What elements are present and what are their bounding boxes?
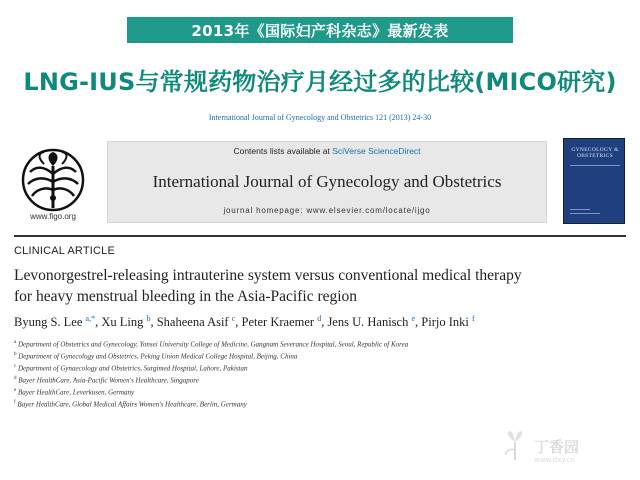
contents-line: [108, 146, 546, 156]
watermark-text: 丁香园: [534, 438, 580, 456]
affiliation-text: Bayer HealthCare, Asia-Pacific Women's Healthcare, Singapore: [18, 376, 199, 385]
author-affiliation-mark[interactable]: f: [471, 314, 475, 323]
affiliation-key: b: [14, 351, 17, 357]
affiliation: [14, 374, 626, 386]
affiliation-text: Department of Gynecology and Obstetrics, Peking Union Medical College Hospital, Beijing, China: [18, 352, 298, 361]
affiliation-key: f: [14, 399, 16, 405]
banner: 2013年《国际妇产科杂志》最新发表: [127, 17, 513, 43]
affiliation-text: Department of Gynaecology and Obstetrics, Surgimed Hospital, Lahore, Pakistan: [17, 364, 248, 373]
affiliation-text: Bayer HealthCare, Global Medical Affairs Women's Healthcare, Berlin, Germany: [17, 399, 247, 408]
affiliation-key: c: [14, 363, 17, 369]
author-name: Peter Kraemer: [241, 315, 315, 330]
article-title: [14, 265, 626, 307]
sciverse-link[interactable]: SciVerse ScienceDirect: [332, 146, 421, 156]
flower-icon: [500, 430, 530, 464]
author-name: Byung S. Lee: [14, 315, 83, 330]
article-type: CLINICAL ARTICLE: [14, 245, 116, 257]
logo-url: www.figo.org: [30, 212, 76, 221]
affiliation: [14, 338, 626, 350]
journal-title: International Journal of Gynecology and Obstetrics: [152, 172, 502, 191]
affiliation-text: Department of Obstetrics and Gynecology, Yonsei University College of Medicine, Gangnam Severance Hospital, Seoul, Republic of Korea: [17, 340, 409, 349]
citation[interactable]: International Journal of Gynecology and Obstetrics 121 (2013) 24-30: [208, 113, 432, 122]
journal-masthead: [107, 141, 547, 223]
headline: LNG-IUS与常规药物治疗月经过多的比较(MICO研究): [23, 68, 617, 96]
article-title-line: for heavy menstrual bleeding in the Asia-Pacific region: [14, 288, 358, 305]
affiliation: [14, 350, 626, 362]
journal-homepage[interactable]: journal homepage: www.elsevier.com/locate/ijgo: [223, 206, 431, 215]
contents-prefix: Contents lists available at: [233, 146, 333, 156]
affiliation-key: e: [14, 387, 17, 393]
affiliation-list: [14, 338, 626, 410]
affiliation-key: d: [14, 375, 17, 381]
author-name: Xu Ling: [101, 315, 144, 330]
cover-rule: [570, 165, 620, 166]
author-affiliation-mark[interactable]: b: [146, 314, 151, 323]
author-list: Byung S. Lee $^{a,*}$, Xu Ling $^b$, Shaheena Asif $^c$, Peter Kraemer $^d$, Jens U. Hanisch $^e$, Pirjo Inki $^f$: [14, 314, 475, 330]
affiliation-key: a: [14, 340, 17, 345]
figo-logo: [14, 144, 92, 222]
article-title-line: Levonorgestrel-releasing intrauterine system versus conventional medical therapy: [14, 267, 522, 284]
affiliation-text: Bayer HealthCare, Leverkusen, Germany: [17, 388, 135, 397]
watermark-url: www.dxy.cn: [534, 456, 575, 464]
affiliation: [14, 386, 626, 398]
affiliation: [14, 398, 626, 410]
journal-cover: [563, 138, 625, 224]
author-affiliation-mark[interactable]: c: [231, 314, 236, 323]
cover-title: GYNECOLOGY & OBSTETRICS: [571, 147, 619, 159]
author-name: Pirjo Inki: [421, 315, 469, 330]
cover-rule: [570, 209, 590, 210]
affiliation: [14, 362, 626, 374]
author-affiliation-mark[interactable]: d: [317, 314, 322, 323]
author-affiliation-mark[interactable]: e: [411, 314, 416, 323]
author-name: Jens U. Hanisch: [327, 315, 409, 330]
cover-rule: [570, 213, 600, 214]
author-affiliation-mark[interactable]: a,*: [85, 314, 96, 323]
author-name: Shaheena Asif: [156, 315, 229, 330]
header-rule: [14, 235, 626, 237]
dxy-watermark: [500, 430, 630, 470]
